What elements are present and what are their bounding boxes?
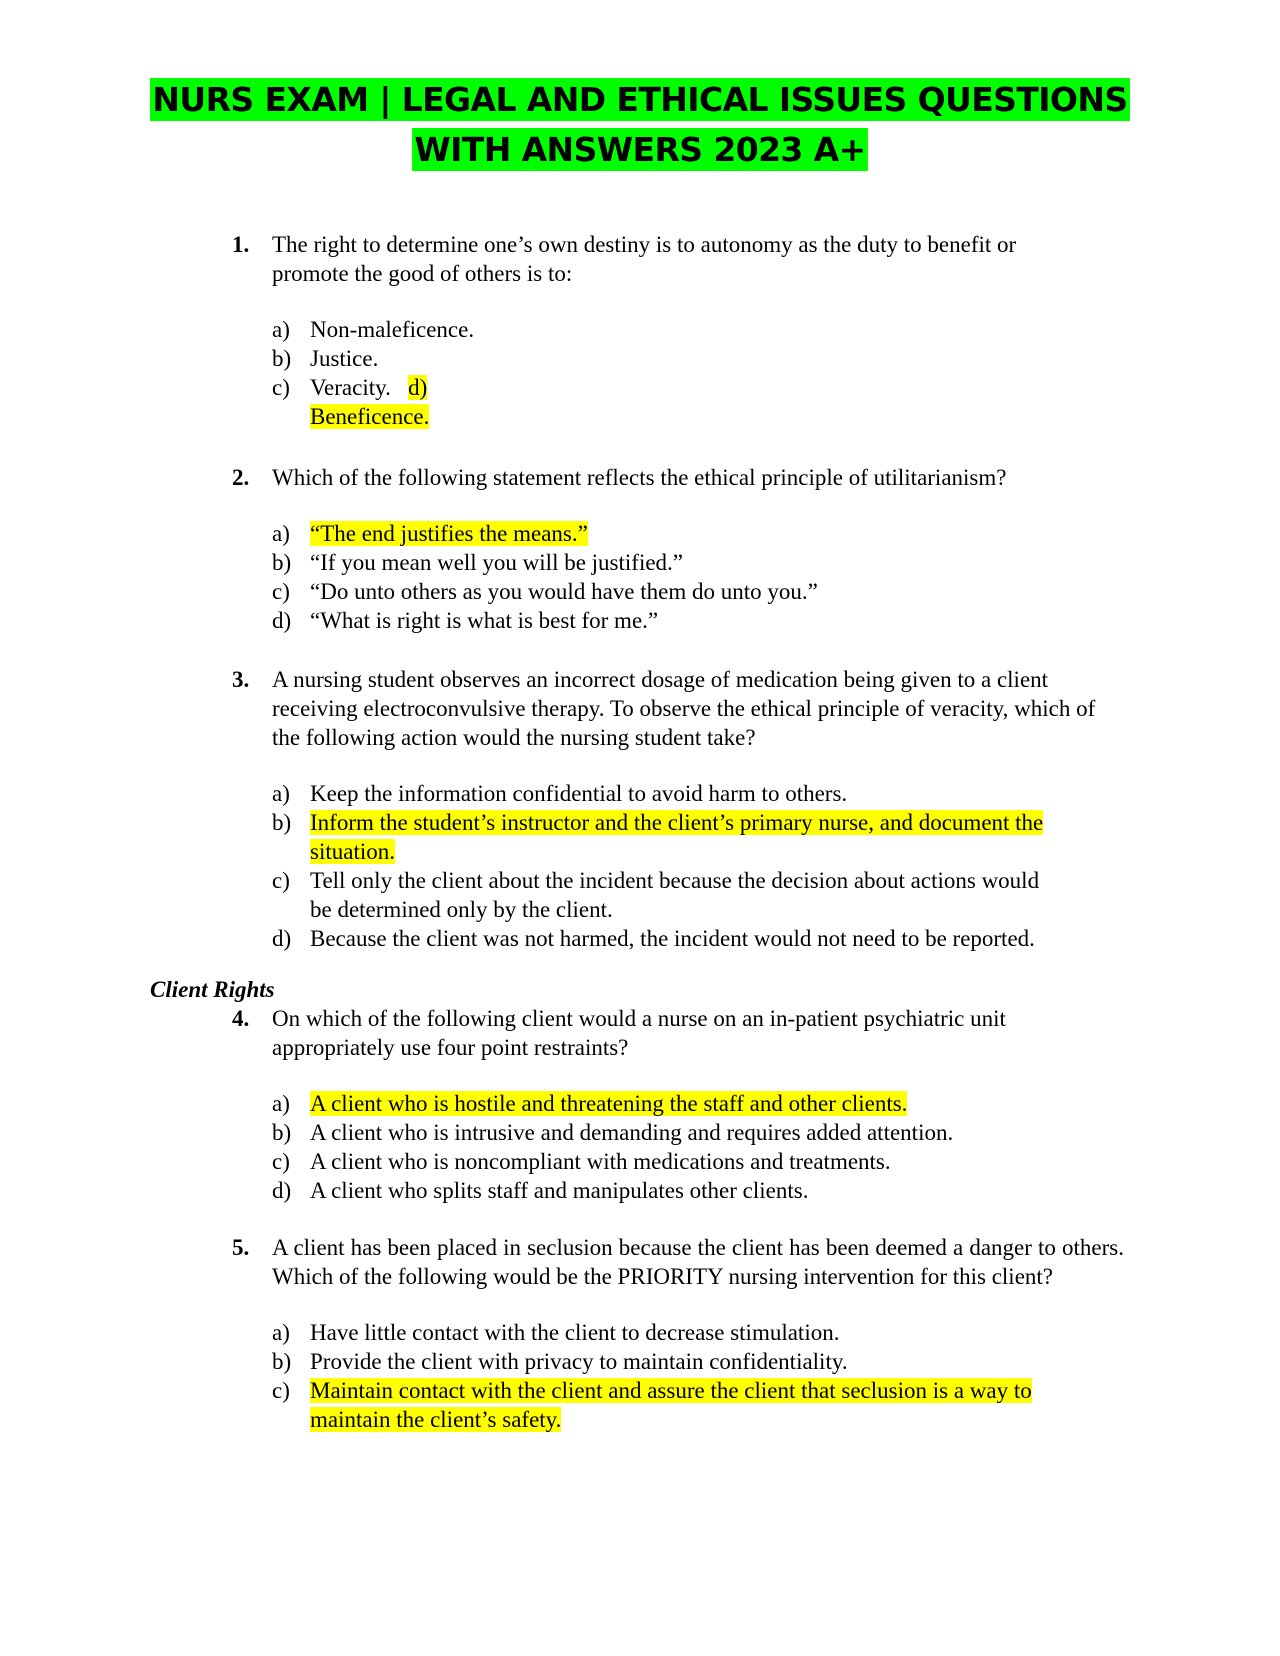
option-text: “What is right is what is best for me.” <box>310 608 659 633</box>
correct-answer-text: “The end justifies the means.” <box>310 521 588 546</box>
title-line-2: WITH ANSWERS 2023 A+ <box>414 130 866 169</box>
option-c <box>272 1376 1080 1434</box>
option-text: Tell only the client about the incident because the decision about actions would be determined only by the client. <box>310 868 1040 922</box>
option-label: c) <box>272 375 290 400</box>
question-text: On which of the following client would a nurse on an in-patient psychiatric unit appropriately use four point restraints? <box>272 1006 1006 1060</box>
option-label: a) <box>272 1091 290 1116</box>
question-3 <box>232 665 1124 953</box>
correct-answer-text: Maintain contact with the client and assure the client that seclusion is a way to maintain the client’s safety. <box>310 1378 1032 1432</box>
option-text: Because the client was not harmed, the incident would not need to be reported. <box>310 926 1035 951</box>
option-text: A client who splits staff and manipulates other clients. <box>310 1178 809 1203</box>
document-title <box>150 75 1130 175</box>
option-a <box>272 315 1124 344</box>
question-text: A nursing student observes an incorrect dosage of medication being given to a client receiving electroconvulsive therapy. To observe the ethical principle of veracity, which of the following action would the nursing student take? <box>272 667 1096 750</box>
option-label: b) <box>272 550 292 575</box>
option-label: c) <box>272 579 290 604</box>
option-text: “If you mean well you will be justified.” <box>310 550 684 575</box>
option-c <box>272 373 1124 402</box>
option-c <box>272 577 1124 606</box>
question-text: The right to determine one’s own destiny is to autonomy as the duty to benefit or promote the good of others is to: <box>272 232 1017 286</box>
option-d <box>272 1176 1124 1205</box>
option-label: c) <box>272 1149 290 1174</box>
section-heading-client-rights: Client Rights <box>150 977 275 1002</box>
option-a <box>272 779 1124 808</box>
option-label: a) <box>272 781 290 806</box>
option-text: A client who is intrusive and demanding and requires added attention. <box>310 1120 954 1145</box>
option-label: d) <box>272 926 292 951</box>
option-text: Justice. <box>310 346 379 371</box>
option-label: a) <box>272 317 290 342</box>
option-a <box>272 519 1124 548</box>
option-label: b) <box>272 1120 292 1145</box>
question-text: Which of the following statement reflects the ethical principle of utilitarianism? <box>272 465 1007 490</box>
option-a <box>272 1089 1124 1118</box>
correct-answer-text: Beneficence. <box>310 404 430 429</box>
option-text: Non-maleficence. <box>310 317 475 342</box>
option-list <box>272 779 1124 953</box>
option-text: Veracity. <box>310 375 391 400</box>
question-5 <box>232 1233 1124 1434</box>
title-line-1: NURS EXAM | LEGAL AND ETHICAL ISSUES QUESTIONS <box>152 80 1128 119</box>
option-text: Keep the information confidential to avoid harm to others. <box>310 781 848 806</box>
option-b <box>272 548 1124 577</box>
option-label: a) <box>272 521 290 546</box>
question-number: 4. <box>232 1006 250 1031</box>
option-list <box>272 1089 1124 1205</box>
option-d-wrapped <box>310 402 1162 431</box>
option-b <box>272 808 1080 866</box>
option-text: “Do unto others as you would have them do unto you.” <box>310 579 818 604</box>
option-b <box>272 1118 1124 1147</box>
question-2 <box>232 463 1124 635</box>
question-text: A client has been placed in seclusion because the client has been deemed a danger to others. Which of the following would be the PRIORITY nursing intervention for this client? <box>272 1235 1124 1289</box>
question-number: 1. <box>232 232 250 257</box>
option-c <box>272 866 1050 924</box>
correct-answer-text: A client who is hostile and threatening the staff and other clients. <box>310 1091 908 1116</box>
option-label: b) <box>272 1349 292 1374</box>
option-text: A client who is noncompliant with medications and treatments. <box>310 1149 891 1174</box>
question-number: 2. <box>232 465 250 490</box>
option-b <box>272 344 1124 373</box>
correct-answer-text: Inform the student’s instructor and the client’s primary nurse, and document the situation. <box>310 810 1044 864</box>
question-1 <box>232 230 1124 431</box>
option-d-label-highlighted: d) <box>408 375 428 400</box>
option-label: b) <box>272 810 292 835</box>
option-text: Provide the client with privacy to maintain confidentiality. <box>310 1349 848 1374</box>
option-a <box>272 1318 1124 1347</box>
option-label: a) <box>272 1320 290 1345</box>
option-d <box>272 924 1124 953</box>
question-number: 3. <box>232 667 250 692</box>
option-list <box>272 315 1124 431</box>
option-d <box>272 606 1124 635</box>
option-text: Have little contact with the client to decrease stimulation. <box>310 1320 840 1345</box>
option-label: b) <box>272 346 292 371</box>
option-label: c) <box>272 1378 290 1403</box>
option-list <box>272 519 1124 635</box>
question-4 <box>232 1004 1124 1205</box>
option-label: c) <box>272 868 290 893</box>
question-number: 5. <box>232 1235 250 1260</box>
option-label: d) <box>272 608 292 633</box>
option-c <box>272 1147 1124 1176</box>
option-list <box>272 1318 1124 1434</box>
option-b <box>272 1347 1124 1376</box>
option-label: d) <box>272 1178 292 1203</box>
